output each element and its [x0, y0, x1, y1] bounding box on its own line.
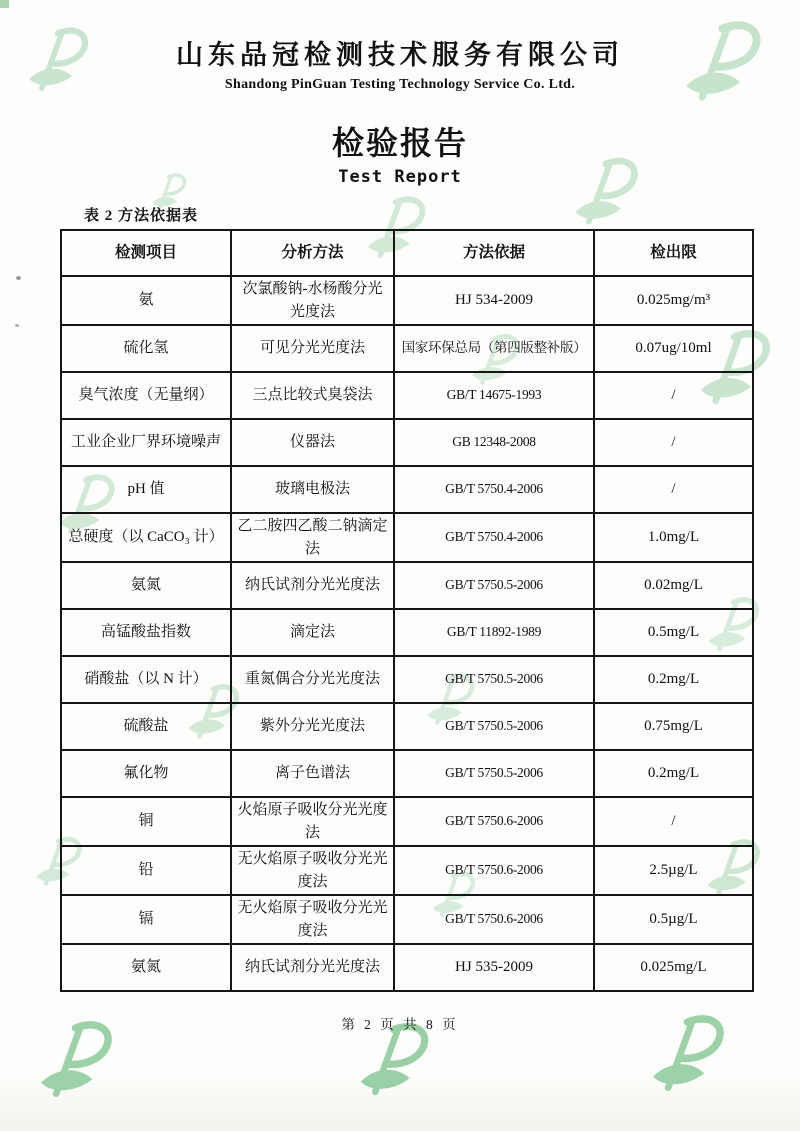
cell-item: pH 值 — [61, 466, 231, 513]
cell-limit: 0.2mg/L — [594, 750, 753, 797]
cell-limit: 0.025mg/L — [594, 944, 753, 991]
cell-item: 氨氮 — [61, 944, 231, 991]
cell-limit: 0.75mg/L — [594, 703, 753, 750]
table-body — [61, 276, 753, 991]
cell-method: 次氯酸钠-水杨酸分光光度法 — [231, 276, 394, 325]
cell-limit: 0.025mg/m³ — [594, 276, 753, 325]
cell-limit: 0.5mg/L — [594, 609, 753, 656]
cell-basis: GB/T 5750.4-2006 — [394, 466, 594, 513]
cell-basis: GB/T 11892-1989 — [394, 609, 594, 656]
cell-method: 离子色谱法 — [231, 750, 394, 797]
table-row — [61, 895, 753, 944]
cell-item: 硫化氢 — [61, 325, 231, 372]
cell-limit: 0.07ug/10ml — [594, 325, 753, 372]
cell-method: 纳氏试剂分光光度法 — [231, 944, 394, 991]
table-row — [61, 944, 753, 991]
cell-item: 总硬度（以 CaCO₃ 计） — [61, 513, 231, 562]
column-header-0: 检测项目 — [61, 230, 231, 276]
cell-item: 臭气浓度（无量纲） — [61, 372, 231, 419]
cell-method: 重氮偶合分光光度法 — [231, 656, 394, 703]
table-row — [61, 372, 753, 419]
cell-limit: / — [594, 372, 753, 419]
report-title-en: Test Report — [338, 167, 462, 187]
cell-method: 仪器法 — [231, 419, 394, 466]
cell-item: 氨 — [61, 276, 231, 325]
cell-basis: 国家环保总局（第四版整补版） — [394, 325, 594, 372]
cell-basis: GB/T 5750.6-2006 — [394, 846, 594, 895]
report-title-cn: 检验报告 — [331, 125, 468, 161]
page-number-footer: 第 2 页 共 8 页 — [341, 1017, 459, 1032]
cell-item: 镉 — [61, 895, 231, 944]
cell-method: 三点比较式臭袋法 — [231, 372, 394, 419]
cell-method: 无火焰原子吸收分光光度法 — [231, 846, 394, 895]
cell-basis: GB/T 5750.6-2006 — [394, 797, 594, 846]
table-row — [61, 466, 753, 513]
cell-method: 紫外分光光度法 — [231, 703, 394, 750]
table-row — [61, 325, 753, 372]
cell-item: 氨氮 — [61, 562, 231, 609]
table-row — [61, 419, 753, 466]
table-row — [61, 656, 753, 703]
cell-basis: GB/T 14675-1993 — [394, 372, 594, 419]
table-row — [61, 513, 753, 562]
page-content — [0, 33, 800, 992]
cell-item: 铅 — [61, 846, 231, 895]
table-row — [61, 609, 753, 656]
column-header-2: 方法依据 — [394, 230, 594, 276]
cell-method: 滴定法 — [231, 609, 394, 656]
cell-limit: / — [594, 797, 753, 846]
cell-item: 高锰酸盐指数 — [61, 609, 231, 656]
cell-basis: GB/T 5750.5-2006 — [394, 656, 594, 703]
cell-item: 氟化物 — [61, 750, 231, 797]
cell-basis: GB/T 5750.6-2006 — [394, 895, 594, 944]
cell-basis: GB/T 5750.5-2006 — [394, 703, 594, 750]
cell-limit: 0.2mg/L — [594, 656, 753, 703]
scan-artifact — [0, 0, 9, 8]
cell-item: 工业企业厂界环境噪声 — [61, 419, 231, 466]
column-header-1: 分析方法 — [231, 230, 394, 276]
table-caption: 表 2 方法依据表 — [84, 208, 199, 224]
cell-limit: 0.02mg/L — [594, 562, 753, 609]
cell-limit: / — [594, 466, 753, 513]
cell-basis: GB/T 5750.5-2006 — [394, 750, 594, 797]
cell-method: 无火焰原子吸收分光光度法 — [231, 895, 394, 944]
table-row — [61, 562, 753, 609]
cell-limit: 2.5µg/L — [594, 846, 753, 895]
cell-basis: HJ 534-2009 — [394, 276, 594, 325]
cell-item: 铜 — [61, 797, 231, 846]
cell-limit: / — [594, 419, 753, 466]
table-row — [61, 846, 753, 895]
table-row — [61, 797, 753, 846]
table-row — [61, 750, 753, 797]
company-name-en: Shandong PinGuan Testing Technology Service Co. Ltd. — [224, 77, 576, 92]
cell-limit: 0.5µg/L — [594, 895, 753, 944]
column-header-3: 检出限 — [594, 230, 753, 276]
cell-basis: GB/T 5750.5-2006 — [394, 562, 594, 609]
method-basis-table — [60, 229, 754, 992]
cell-method: 火焰原子吸收分光光度法 — [231, 797, 394, 846]
cell-basis: GB/T 5750.4-2006 — [394, 513, 594, 562]
cell-limit: 1.0mg/L — [594, 513, 753, 562]
cell-method: 纳氏试剂分光光度法 — [231, 562, 394, 609]
cell-basis: GB 12348-2008 — [394, 419, 594, 466]
cell-method: 可见分光光度法 — [231, 325, 394, 372]
table-row — [61, 703, 753, 750]
cell-method: 玻璃电极法 — [231, 466, 394, 513]
cell-item: 硫酸盐 — [61, 703, 231, 750]
company-name-cn: 山东品冠检测技术服务有限公司 — [176, 40, 624, 70]
cell-item: 硝酸盐（以 N 计） — [61, 656, 231, 703]
table-header-row — [61, 230, 753, 276]
table-row — [61, 276, 753, 325]
cell-basis: HJ 535-2009 — [394, 944, 594, 991]
cell-method: 乙二胺四乙酸二钠滴定法 — [231, 513, 394, 562]
